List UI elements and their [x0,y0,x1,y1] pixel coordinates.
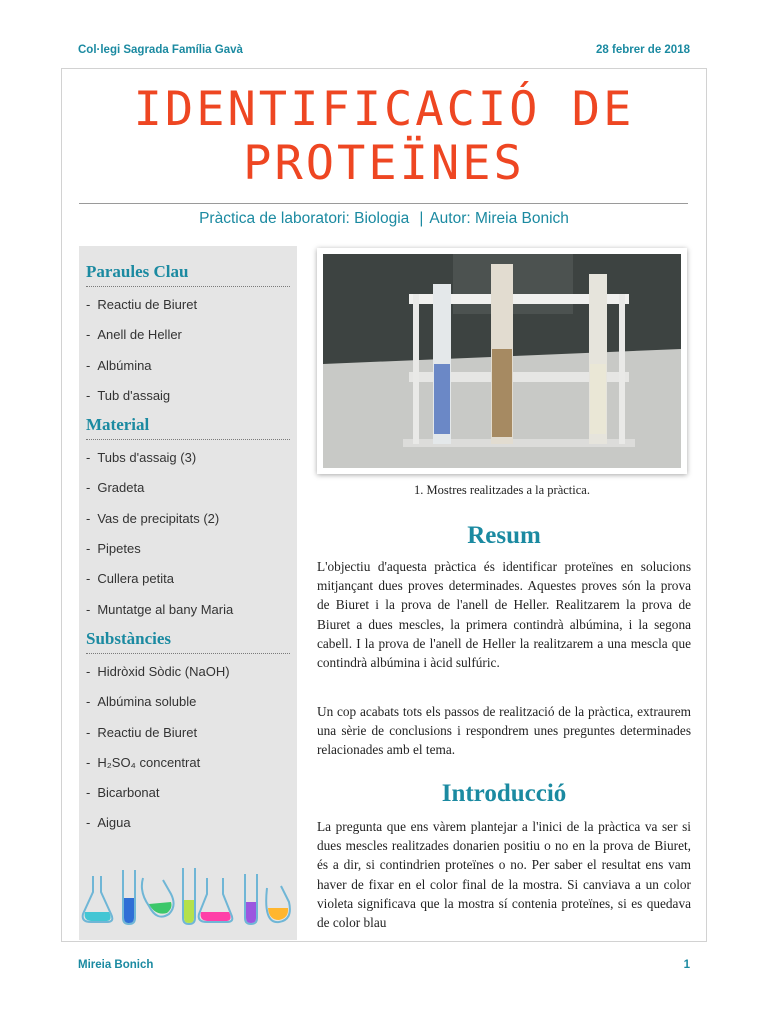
keyword-label: Reactiu de Biuret [97,297,198,312]
material-label: Vas de precipitats (2) [97,510,220,526]
list-item [86,351,290,381]
subtitle-author: Autor: Mireia Bonich [429,210,569,227]
paragraph: La pregunta que ens vàrem plantejar a l'inici de la pràctica va ser si dues mescles realitzades donarien positiu o no en la prova de Biuret, és a dir, si contindrien proteïnes o no. Per saber el resultat ens vam haver de fixar en el color final de la mostra. Si canviava a un color violeta significava que la mostra sí contenia proteïnes, si es quedava de color blau [317,819,691,931]
lab-photo-frame [317,248,687,474]
keyword-label: Tub d'assaig [97,387,171,403]
substance-label: H₂SO₄ concentrat [97,754,201,770]
material-list [86,443,290,625]
list-marker: - [86,480,91,496]
list-marker: - [86,571,91,587]
header-date: 28 febrer de 2018 [596,44,690,56]
keyword-label: Anell de Heller [97,327,182,343]
material-label: Gradeta [97,480,145,496]
list-marker: - [86,541,91,557]
title-divider [79,203,688,204]
list-item [86,748,290,778]
substance-label: Reactiu de Biuret [97,724,198,740]
keywords-heading: Paraules Clau [86,262,290,287]
list-item [86,534,290,564]
substance-label: Albúmina soluble [97,694,197,710]
section-heading-introduccio: Introducció [441,780,567,807]
keyword-label: Albúmina [97,357,152,373]
list-marker: - [86,297,91,312]
subtitle-course: Pràctica de laboratori: Biologia [199,210,410,227]
footer-author: Mireia Bonich [78,959,154,971]
list-marker: - [86,694,91,710]
list-marker: - [86,754,91,770]
list-item [86,778,290,808]
material-label: Cullera petita [97,571,174,587]
substance-label: Bicarbonat [97,785,160,801]
list-marker: - [86,815,91,831]
list-marker: - [86,327,91,343]
list-item [86,687,290,717]
list-item [86,290,290,320]
list-item [86,808,290,838]
list-marker: - [86,601,91,617]
list-marker: - [86,724,91,740]
list-marker: - [86,663,91,679]
subtitle [61,210,707,228]
material-label: Tubs d'assaig (3) [97,450,197,466]
paragraph: Un cop acabats tots els passos de realització de la pràctica, extraurem una sèrie de conclusions i respondrem unes preguntes determinades relacionades amb el tema. [317,704,691,758]
list-item [86,504,290,534]
list-item [86,657,290,687]
substances-heading: Substàncies [86,629,290,654]
substance-label: Hidròxid Sòdic (NaOH) [97,663,230,679]
list-item [86,595,290,625]
sidebar [79,246,297,940]
material-label: Pipetes [97,541,141,557]
material-label: Muntatge al bany Maria [97,601,234,617]
figure-caption: 1. Mostres realitzades a la pràctica. [414,483,590,497]
list-marker: - [86,510,91,526]
list-item [86,473,290,503]
list-marker: - [86,450,91,466]
list-item [86,718,290,748]
substance-label: Aigua [97,815,131,831]
lab-flasks-illustration [79,858,297,928]
list-marker: - [86,785,91,801]
test-tubes-photo [323,254,681,468]
section-heading-resum: Resum [467,522,541,549]
keywords-list [86,290,290,411]
paragraph: L'objectiu d'aquesta pràctica és identificar proteïnes en solucions mitjançant dues proves determinades. Aquestes proves són la prova de Biuret i la prova de l'anell de Heller. Realitzarem la prova de Biuret a dues mescles, la primera contindrà albúmina, i la segona cabell. I la prova de l'anell de Heller la realitzarem a una mescla que contindrà albúmina i àcid sulfúric. [317,559,691,671]
list-marker: - [86,387,91,403]
list-item [86,381,290,411]
list-item [86,320,290,350]
list-item [86,564,290,594]
page-number: 1 [683,959,690,971]
material-heading: Material [86,415,290,440]
list-marker: - [86,357,91,373]
substances-list [86,657,290,839]
list-item [86,443,290,473]
subtitle-separator: | [419,210,424,227]
page-title: IDENTIFICACIÓ DE PROTEÏNES [133,82,635,191]
header-school: Col·legi Sagrada Família Gavà [78,44,243,56]
